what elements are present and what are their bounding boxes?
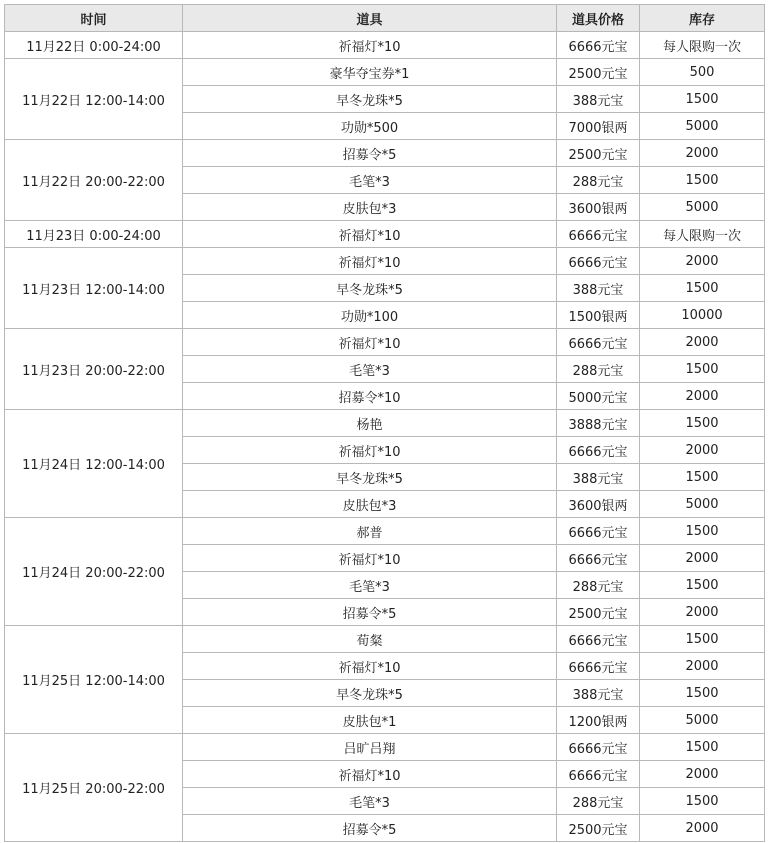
item-cell: 祈福灯*10 bbox=[183, 221, 557, 248]
stock-cell: 1500 bbox=[640, 680, 765, 707]
time-cell: 11月24日 20:00-22:00 bbox=[5, 518, 183, 626]
item-cell: 早冬龙珠*5 bbox=[183, 275, 557, 302]
stock-cell: 2000 bbox=[640, 383, 765, 410]
stock-cell: 2000 bbox=[640, 815, 765, 842]
item-cell: 祈福灯*10 bbox=[183, 761, 557, 788]
stock-cell: 1500 bbox=[640, 734, 765, 761]
price-cell: 6666元宝 bbox=[557, 545, 640, 572]
item-cell: 祈福灯*10 bbox=[183, 653, 557, 680]
price-cell: 2500元宝 bbox=[557, 59, 640, 86]
time-cell: 11月25日 12:00-14:00 bbox=[5, 626, 183, 734]
header-row bbox=[5, 5, 765, 32]
stock-cell: 1500 bbox=[640, 572, 765, 599]
price-cell: 7000银两 bbox=[557, 113, 640, 140]
item-cell: 祈福灯*10 bbox=[183, 545, 557, 572]
header-stock: 库存 bbox=[640, 5, 765, 32]
item-cell: 早冬龙珠*5 bbox=[183, 86, 557, 113]
item-cell: 荀粲 bbox=[183, 626, 557, 653]
stock-cell: 1500 bbox=[640, 788, 765, 815]
stock-cell: 2000 bbox=[640, 653, 765, 680]
table-row bbox=[5, 32, 765, 59]
table-row bbox=[5, 221, 765, 248]
price-cell: 6666元宝 bbox=[557, 734, 640, 761]
time-cell: 11月22日 12:00-14:00 bbox=[5, 59, 183, 140]
price-cell: 288元宝 bbox=[557, 167, 640, 194]
stock-cell: 5000 bbox=[640, 491, 765, 518]
item-cell: 毛笔*3 bbox=[183, 356, 557, 383]
stock-cell: 10000 bbox=[640, 302, 765, 329]
item-cell: 祈福灯*10 bbox=[183, 437, 557, 464]
item-cell: 招募令*10 bbox=[183, 383, 557, 410]
stock-cell: 每人限购一次 bbox=[640, 32, 765, 59]
time-cell: 11月22日 20:00-22:00 bbox=[5, 140, 183, 221]
time-cell: 11月23日 12:00-14:00 bbox=[5, 248, 183, 329]
item-cell: 皮肤包*3 bbox=[183, 194, 557, 221]
stock-cell: 2000 bbox=[640, 248, 765, 275]
price-cell: 2500元宝 bbox=[557, 815, 640, 842]
price-cell: 388元宝 bbox=[557, 680, 640, 707]
item-cell: 功勋*100 bbox=[183, 302, 557, 329]
item-cell: 早冬龙珠*5 bbox=[183, 464, 557, 491]
price-cell: 6666元宝 bbox=[557, 329, 640, 356]
stock-cell: 5000 bbox=[640, 113, 765, 140]
stock-cell: 2000 bbox=[640, 761, 765, 788]
price-cell: 6666元宝 bbox=[557, 518, 640, 545]
item-cell: 郝普 bbox=[183, 518, 557, 545]
time-cell: 11月22日 0:00-24:00 bbox=[5, 32, 183, 59]
item-cell: 毛笔*3 bbox=[183, 167, 557, 194]
item-cell: 功勋*500 bbox=[183, 113, 557, 140]
table-row bbox=[5, 329, 765, 356]
item-cell: 皮肤包*1 bbox=[183, 707, 557, 734]
price-cell: 2500元宝 bbox=[557, 140, 640, 167]
time-cell: 11月24日 12:00-14:00 bbox=[5, 410, 183, 518]
item-cell: 祈福灯*10 bbox=[183, 248, 557, 275]
time-cell: 11月23日 20:00-22:00 bbox=[5, 329, 183, 410]
price-cell: 3888元宝 bbox=[557, 410, 640, 437]
price-cell: 1200银两 bbox=[557, 707, 640, 734]
table-row bbox=[5, 626, 765, 653]
stock-cell: 每人限购一次 bbox=[640, 221, 765, 248]
stock-cell: 1500 bbox=[640, 275, 765, 302]
stock-cell: 1500 bbox=[640, 86, 765, 113]
stock-cell: 2000 bbox=[640, 545, 765, 572]
price-cell: 388元宝 bbox=[557, 86, 640, 113]
item-cell: 毛笔*3 bbox=[183, 572, 557, 599]
stock-cell: 1500 bbox=[640, 464, 765, 491]
stock-cell: 1500 bbox=[640, 167, 765, 194]
header-time: 时间 bbox=[5, 5, 183, 32]
price-cell: 5000元宝 bbox=[557, 383, 640, 410]
item-cell: 祈福灯*10 bbox=[183, 32, 557, 59]
item-cell: 豪华夺宝券*1 bbox=[183, 59, 557, 86]
stock-cell: 2000 bbox=[640, 599, 765, 626]
price-cell: 2500元宝 bbox=[557, 599, 640, 626]
item-cell: 皮肤包*3 bbox=[183, 491, 557, 518]
price-cell: 388元宝 bbox=[557, 275, 640, 302]
stock-cell: 5000 bbox=[640, 707, 765, 734]
stock-cell: 2000 bbox=[640, 329, 765, 356]
time-cell: 11月23日 0:00-24:00 bbox=[5, 221, 183, 248]
header-item: 道具 bbox=[183, 5, 557, 32]
stock-cell: 500 bbox=[640, 59, 765, 86]
item-cell: 杨艳 bbox=[183, 410, 557, 437]
price-cell: 6666元宝 bbox=[557, 437, 640, 464]
price-cell: 6666元宝 bbox=[557, 221, 640, 248]
table-body bbox=[5, 32, 765, 842]
item-cell: 毛笔*3 bbox=[183, 788, 557, 815]
item-cell: 早冬龙珠*5 bbox=[183, 680, 557, 707]
stock-cell: 1500 bbox=[640, 356, 765, 383]
price-cell: 1500银两 bbox=[557, 302, 640, 329]
schedule-table bbox=[4, 4, 765, 842]
price-cell: 288元宝 bbox=[557, 572, 640, 599]
table-row bbox=[5, 518, 765, 545]
table-row bbox=[5, 140, 765, 167]
price-cell: 288元宝 bbox=[557, 356, 640, 383]
stock-cell: 5000 bbox=[640, 194, 765, 221]
table-row bbox=[5, 59, 765, 86]
price-cell: 6666元宝 bbox=[557, 761, 640, 788]
table-row bbox=[5, 734, 765, 761]
item-cell: 吕旷吕翔 bbox=[183, 734, 557, 761]
stock-cell: 2000 bbox=[640, 437, 765, 464]
price-cell: 6666元宝 bbox=[557, 653, 640, 680]
price-cell: 6666元宝 bbox=[557, 248, 640, 275]
price-cell: 388元宝 bbox=[557, 464, 640, 491]
table-row bbox=[5, 248, 765, 275]
price-cell: 3600银两 bbox=[557, 194, 640, 221]
stock-cell: 1500 bbox=[640, 410, 765, 437]
price-cell: 288元宝 bbox=[557, 788, 640, 815]
price-cell: 6666元宝 bbox=[557, 626, 640, 653]
item-cell: 招募令*5 bbox=[183, 140, 557, 167]
item-cell: 祈福灯*10 bbox=[183, 329, 557, 356]
table-row bbox=[5, 410, 765, 437]
header-price: 道具价格 bbox=[557, 5, 640, 32]
item-cell: 招募令*5 bbox=[183, 599, 557, 626]
table-header bbox=[5, 5, 765, 32]
item-cell: 招募令*5 bbox=[183, 815, 557, 842]
time-cell: 11月25日 20:00-22:00 bbox=[5, 734, 183, 842]
price-cell: 3600银两 bbox=[557, 491, 640, 518]
stock-cell: 1500 bbox=[640, 626, 765, 653]
price-cell: 6666元宝 bbox=[557, 32, 640, 59]
stock-cell: 2000 bbox=[640, 140, 765, 167]
stock-cell: 1500 bbox=[640, 518, 765, 545]
